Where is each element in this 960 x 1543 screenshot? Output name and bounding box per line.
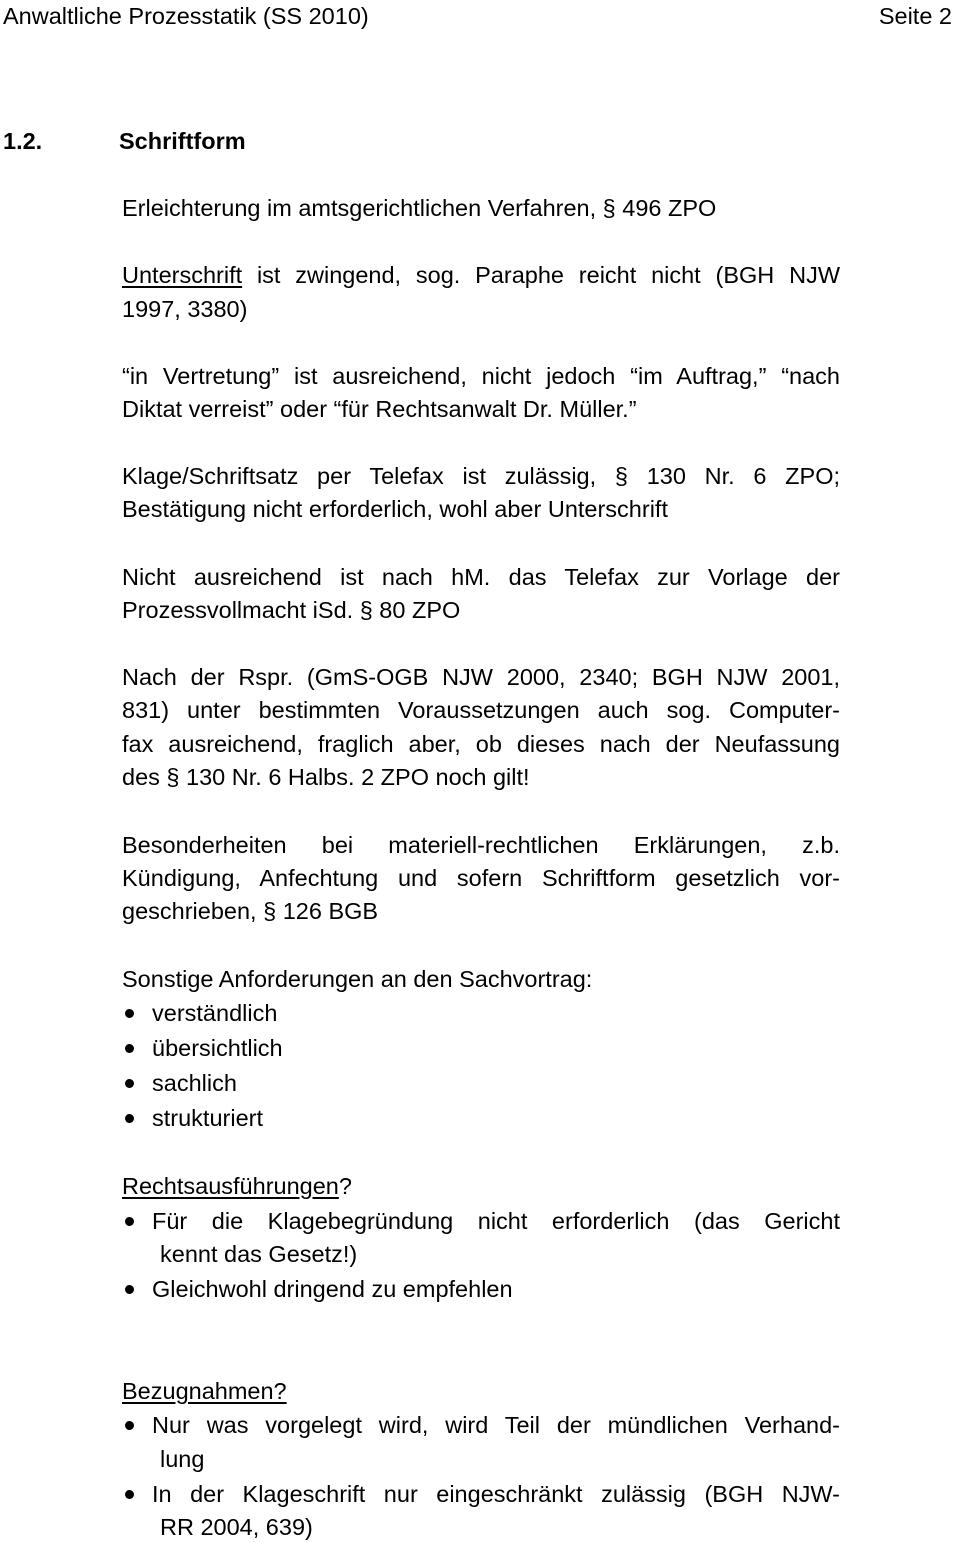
bezugnahmen-heading: Bezugnahmen? <box>122 1378 287 1404</box>
list-item: Gleichwohl dringend zu empfehlen <box>152 1276 513 1302</box>
bullet-icon <box>125 1079 134 1088</box>
section-title: Schriftform <box>119 128 246 154</box>
list-item: sachlich <box>152 1070 237 1096</box>
page-header-left: Anwaltliche Prozesstatik (SS 2010) <box>3 3 369 29</box>
paragraph-sign: § <box>166 764 180 790</box>
section-number: 1.2. <box>3 128 43 154</box>
paragraph-sign: § <box>614 463 628 489</box>
bullet-icon <box>125 1490 134 1499</box>
paragraph-rspr-line3: fax ausreichend, fraglich aber, ob dieses nach der Neufassung <box>122 731 840 757</box>
list-item: übersichtlich <box>152 1035 283 1061</box>
list-item-continuation: RR 2004, 639) <box>160 1514 313 1540</box>
list-item: verständlich <box>152 1000 278 1026</box>
paragraph-besonderheiten-line2: Kündigung, Anfechtung und sofern Schriftform gesetzlich vor- <box>122 865 840 891</box>
sachvortrag-heading: Sonstige Anforderungen an den Sachvortrag: <box>122 966 593 992</box>
bullet-icon <box>125 1044 134 1053</box>
paragraph-sign: § <box>263 898 277 924</box>
list-item-continuation: lung <box>160 1446 205 1472</box>
list-item-continuation: kennt das Gesetz!) <box>160 1241 358 1267</box>
paragraph-vertretung-line2: Diktat verreist” oder “für Rechtsanwalt Dr. Müller.” <box>122 396 637 422</box>
paragraph-telefax-line2: Bestätigung nicht erforderlich, wohl aber Unterschrift <box>122 496 668 522</box>
bullet-icon <box>125 1421 134 1430</box>
paragraph-besonderheiten-line1: Besonderheiten bei materiell-rechtlichen Erklärungen, z.b. <box>122 832 840 858</box>
bullet-icon <box>125 1217 134 1226</box>
paragraph-rspr-line4: des § 130 Nr. 6 Halbs. 2 ZPO noch gilt! <box>122 764 530 790</box>
bullet-icon <box>125 1114 134 1123</box>
rechtsausfuehrungen-heading: Rechtsausführungen? <box>122 1173 352 1199</box>
paragraph-besonderheiten-line3: geschrieben, § 126 BGB <box>122 898 379 924</box>
paragraph-nicht-ausreichend-line1: Nicht ausreichend ist nach hM. das Telefax zur Vorlage der <box>122 564 840 590</box>
paragraph-unterschrift-line1: Unterschrift ist zwingend, sog. Paraphe reicht nicht (BGH NJW <box>122 262 840 288</box>
list-item: Nur was vorgelegt wird, wird Teil der mündlichen Verhand- <box>152 1412 840 1438</box>
page-number: Seite 2 <box>878 3 952 29</box>
bullet-icon <box>125 1009 134 1018</box>
list-item: In der Klageschrift nur eingeschränkt zulässig (BGH NJW- <box>152 1481 840 1507</box>
paragraph-sign: § <box>359 597 373 623</box>
paragraph-rspr-line1: Nach der Rspr. (GmS-OGB NJW 2000, 2340; BGH NJW 2001, <box>122 664 840 690</box>
paragraph-erleichterung: Erleichterung im amtsgerichtlichen Verfahren, § 496 ZPO <box>122 195 717 221</box>
paragraph-unterschrift-line2: 1997, 3380) <box>122 296 248 322</box>
underlined-term: Unterschrift <box>122 262 243 288</box>
paragraph-rspr-line2: 831) unter bestimmten Voraussetzungen auch sog. Computer- <box>122 697 840 723</box>
list-item: strukturiert <box>152 1105 263 1131</box>
paragraph-vertretung-line1: “in Vertretung” ist ausreichend, nicht jedoch “im Auftrag,” “nach <box>122 363 840 389</box>
bullet-icon <box>125 1285 134 1294</box>
paragraph-sign: § <box>602 195 616 221</box>
paragraph-nicht-ausreichend-line2: Prozessvollmacht iSd. § 80 ZPO <box>122 597 461 623</box>
paragraph-telefax-line1: Klage/Schriftsatz per Telefax ist zulässig, § 130 Nr. 6 ZPO; <box>122 463 841 489</box>
list-item: Für die Klagebegründung nicht erforderlich (das Gericht <box>152 1208 840 1234</box>
